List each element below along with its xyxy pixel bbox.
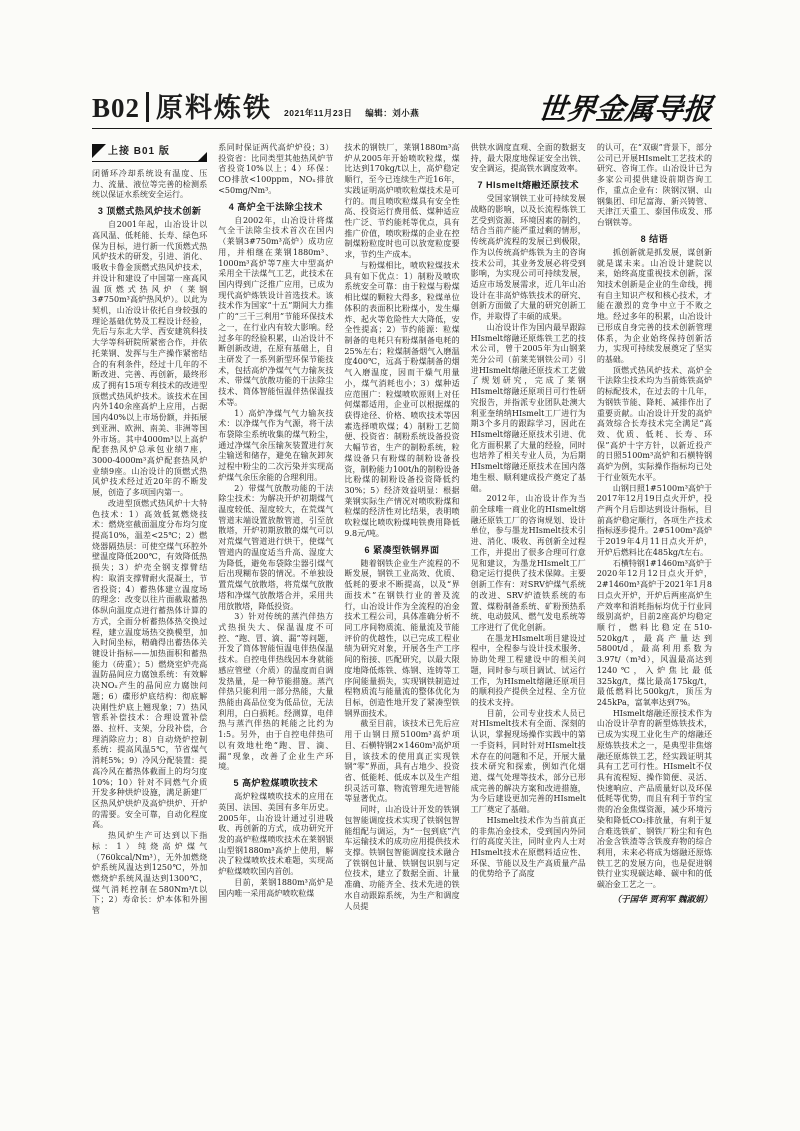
paragraph: 在墨龙HIsmelt项目建设过程中，全程参与设计技术服务、协助处理工程建设中的相关问题，同时参与项目调试、试运行工作，为HIsmelt熔融还原项目的顺利投产提供全过程、全方位的技术支持。: [470, 633, 586, 707]
paragraph: 顶燃式热风炉技术、高炉全干法除尘技术均为当前炼铁高炉的标配技术，在过去的十几年，为钢铁节能、降耗、减排作出了重要贡献。山冶设计开发的高炉高效综合长寿技术完全满足“高效、优质、低耗、长寿、环保”高炉十字方针，以新近投产的日照5100m³高炉和石横特钢高炉为例，实际操作指标均已处于行业领先水平。: [596, 365, 712, 482]
newspaper-page: [92, 0, 712, 1131]
masthead-logo: 世界金属导报: [536, 92, 714, 126]
paragraph: 1）高炉净煤气气力输灰技术：以净煤气作为气源，将干法布袋除尘系统收集的煤气粉尘，通过净煤气余压输灰装置进行灰尘输送和储存，避免在输灰卸灰过程中粉尘的二次污染并实现高炉煤气余压余能的合理利用。: [218, 408, 334, 482]
continued-paragraph: 系同时保证两代高炉炉役；3）投资省：比同类型其他热风炉节省投资10%以上；4）环保：CO排放<100ppm，NOₓ排放<50mg/Nm³。: [218, 143, 334, 195]
section-heading: 7 HIsmelt熔融还原技术: [477, 180, 579, 191]
section-title: 原料炼铁: [156, 93, 273, 123]
editor-label: 编辑：刘小燕: [365, 108, 420, 118]
paragraph: 与粉煤相比，喷吹粒煤技术具有如下优点：1）制粉及喷吹系统安全可靠：由于粒煤与粉煤相比煤的颗粒大得多，粒煤单位体积的表面积比粉煤小，发生爆炸、起火等危险性大大降低，安全性提高；2）节约能源：粒煤制备的电耗只有粉煤制备电耗的25%左右；粒煤制备烟气入磨温度400℃，远高于粉煤制备的烟气入磨温度，因而干燥气用量小，煤气消耗也小；3）煤种适应范围广：粒煤喷吹原则上对任何煤都适用，企业可以根据煤的获得途径、价格、喷吹技术等因素选择喷吹煤；4）制粉工艺简便、投资省：制粉系统设备投资大幅节省，生产的制粉系统，粒煤设备只有粉煤的制粉设备投资，制粉能力100t/h的制粉设备比粉煤的制粉设备投资降低约30%；5）经济效益明显：根据莱钢实际生产情况对喷吹粉煤和粒煤的经济性对比结果，表明喷吹粒煤比喷吹粉煤吨铁费用降低9.8元/吨。: [344, 260, 460, 538]
section-heading: 5 高炉粒煤喷吹技术: [233, 778, 319, 789]
paragraph: 截至目前，该技术已先后应用于山钢日照5100m³高炉项目、石横特钢2×1460m³高炉项目，该技术的使用真正实现铁钢“零”界面，具有占地少、投资省、低能耗、低成本以及生产组织灵活可靠、物流管理先进智能等显著优点。: [344, 719, 460, 804]
paragraph: 热风炉生产可达到以下指标：1）纯烧高炉煤气（760kcal/Nm³），无外加燃烧炉系统风温达到1250℃，外加燃烧炉系统风温达到1300℃，煤气消耗控制在580Nm³/t以下；2）寿命长：炉本体和外围管: [92, 831, 208, 916]
article-columns: [92, 143, 712, 1088]
paragraph: 高炉粒煤喷吹技术的应用在英国、法国、美国有多年历史。2005年，山冶设计通过引进吸收、再创新的方式，成功研究开发的高炉粒煤喷吹技术在莱钢银山型钢1880m³高炉上使用，解决了粒煤喷吹技术难题，实现高炉粒煤喷吹国内首创。: [218, 792, 334, 877]
paragraph: 石横特钢1#1460m³高炉于2020年12月12日点火开炉，2#1460m³高炉于2021年1月8日点火开炉，开炉后两座高炉生产效率和消耗指标均优于行业同级别高炉，目前2座高炉均稳定顺行，燃料比稳定在510-520kg/t，最高产量达到5800t/d，最高利用系数为3.97t/（m³d），风温最高达到1240℃，入炉焦比最低325kg/t，煤比最高175kg/t，最低燃料比500kg/t，顶压为245kPa，富氧率达到7%。: [596, 558, 712, 707]
paragraph: 山冶设计作为国内最早跟踪HIsmelt熔融还原炼铁工艺的技术公司，曾于2005年为山钢莱芜分公司（前莱芜钢铁公司）引进HIsmelt熔融还原技术工艺做了规划研究，完成了莱钢HIsmelt熔融还原项目可行性研究报告，并指派专业团队赴澳大利亚奎纳纳HIsmelt工厂进行为期3个多月的跟踪学习，因此在HIsmelt熔融还原技术引进、优化方面积累了大量的经验，同时也培养了相关专业人员，为后期HIsmelt熔融还原技术在国内落地生根、顺利建成投产奠定了基础。: [470, 322, 586, 493]
article-column-5: [597, 143, 712, 1088]
continued-paragraph: 闭循环冷却系统设有温度、压力、流量、液位等完善的检测系统以保证水系统安全运行。: [92, 169, 208, 200]
banner-corner-right-icon: [198, 152, 207, 161]
continued-from-banner: [92, 144, 207, 162]
paragraph: 受国家钢铁工业可持续发展战略的影响，以及长流程炼铁工艺受到资源、环境因素的制约，结合当前产能严重过剩的情形，传统高炉流程的发展已到极限，作为以传统高炉炼铁为主的咨询技术公司，其业务发展必将受到影响，为实现公司可持续发展，适应市场发展需求，近几年山冶设计在非高炉炼铁技术的研究、创新方面做了大量的研究创新工作，并取得了丰硕的成果。: [470, 194, 586, 322]
paragraph: 目前，莱钢1880m³高炉是国内唯一采用高炉喷吹粒煤: [218, 877, 334, 898]
paragraph: 同时，山冶设计开发的铁钢包智能调度技术实现了铁钢包智能组配与调运，为“一包到底”汽车运输技术的成功应用提供技术支撑。铁钢包智能调度技术融合了铁钢包计量、铁钢包识别与定位技术，建立了数据全面、计量准确、功能齐全、技术先进的铁水自动跟踪系统，为生产和调度人员提: [344, 805, 460, 911]
section-heading: 3 顶燃式热风炉技术创新: [97, 206, 202, 217]
header-meta: [284, 107, 429, 119]
article-column-3: [344, 143, 459, 1088]
paragraph: 2012年，山冶设计作为当前全球唯一商业化的HIsmelt熔融还原铁工厂的咨询规划、设计单位，参与墨龙HIsmelt技术引进、消化、吸收、再创新全过程工作，并提出了很多合理可行意见和建议，为墨龙HIsmelt工厂稳定运行提供了技术保障。主要创新工作有：对SRV炉煤气系统的改进、SRV炉渣铁系统的布置、煤粉制备系统、矿粉预热系统、电动鼓风、燃气发电系统等工序进行了优化创新。: [470, 494, 586, 632]
continued-from-label: 上接 B01 版: [108, 146, 170, 157]
section-heading: 8 结语: [640, 233, 669, 244]
paragraph: 抓创新就是抓发展，谋创新就是谋未来。山冶设计建院以来，始终高度重视技术创新，深知技术创新是企业的生命线，拥有自主知识产权和核心技术，才能在激烈的竞争中立于不败之地。经过多年的积累，山冶设计已形成自身完善的技术创新管理体系，为企业始终保持创新活力，实现可持续发展奠定了坚实的基础。: [596, 247, 712, 364]
paragraph: 自2001年起，山冶设计以高风温、低耗能、长寿、绿色环保为目标，进行新一代顶燃式热风炉技术的研发，引进、消化、吸收卡鲁金顶燃式热风炉技术，并设计和建设了中国第一座高风温顶燃式热风炉（莱钢3#750m³高炉热风炉）。以此为契机，山冶设计依托自身较强的理论基础优势及工程设计经验，先后与东北大学、西安建筑科技大学等科研院所紧密合作，并依托莱钢、发挥与生产操作紧密结合的有利条件，经过十几年的不断改进、完善、再创新，最终形成了拥有15项专利技术的改进型顶燃式热风炉技术。该技术在国内外140余座高炉上应用，占据国内40%以上市场份额，并拓展到亚洲、欧洲、南美、非洲等国外市场。其中4000m³以上高炉配套热风炉总承包业绩7座，3000-4000m³高炉配套热风炉业绩9座。山冶设计的顶燃式热风炉技术经过近20年的不断发展，创造了多项国内第一。: [92, 220, 208, 498]
byline: （于国华 贾利军 魏淑娟）: [612, 894, 712, 905]
article-column-1: [92, 143, 207, 1088]
continued-paragraph: 供铁水调度直观、全面的数据支持，最大限度地保证安全出铁、安全调运，提高铁水调度效率。: [470, 143, 586, 174]
article-column-4: [471, 143, 586, 1088]
paragraph: 改进型顶燃式热风炉十大特色技术：1）高效低氮燃烧技术：燃烧室截面温度分布均匀度提高10%，温差<25℃；2）燃烧器隔热层：可使空煤气环腔外壁温度降低200℃，有效降低热损失；3）炉壳全钢支撑臂结构：取消支撑臂耐火混凝土，节省投资；4）蓄热体建立温度场的理念：改变以往片面截取蓄热体纵向温度点进行蓄热体计算的方式，全面分析蓄热体热交换过程，建立温度场热交换模型，加入时间坐标，精确得出蓄热体关键设计指标——加热面积和蓄热能力（砖重）；5）燃烧室炉壳高温防晶间应力腐蚀系统：有效解决NOₓ产生的晶间应力腐蚀问题；6）碟形炉底结构：彻底解决刚性炉底上翘现象；7）热风管系补偿技术：合理设置补偿器、拉杆、支架，分段补偿，合理消除应力；8）自动烧炉控制系统：提高风温5℃，节省煤气消耗5%；9）冷风分配装置：提高冷风在蓄热体截面上的均匀度10%；10）针对不同燃气介质开发多种烘炉设施，满足新建厂区热风炉烘炉及高炉烘炉、开炉的需要。安全可靠，自动化程度高。: [92, 498, 208, 830]
paragraph: HIsmelt熔融还原技术作为山冶设计孕育的新型炼铁技术，已成为实现工业化生产的熔融还原炼铁技术之一，是典型非焦熔融还原炼铁工艺，经实践证明其具有工艺可行性。HIsmelt不仅具有流程短、操作简便、灵活、快速响应、产品质量好以及环保低耗等优势，而且有利于节约宝贵的冶金焦煤资源，减少环境污染和降低CO₂排放量，有利于复合难选铁矿、钢铁厂粉尘和有色冶金含铁渣等含铁废弃物的综合利用，未来必将成为熔融还原炼铁工艺的发展方向，也是促进钢铁行业实现碳达峰、碳中和的低碳冶金工艺之一。: [596, 708, 712, 890]
paragraph: 目前，公司专业技术人员已对HIsmelt技术有全面、深刻的认识，掌握现场操作实践中的第一手资料，同时针对HIsmelt技术存在的问题和不足，开展大量技术研究和探索，例如汽化烟道、煤气处理等技术，部分已形成完善的解决方案和改进措施，为今后建设更加完善的HIsmelt工厂奠定了基础。: [470, 708, 586, 815]
continued-paragraph: 的认可，在“双碳”背景下，部分公司已开展HIsmelt工艺技术的研究、咨询工作。山冶设计已为多家公司提供建设前期咨询工作，重点企业有：陕钢汉钢、山钢集团、印尼富海、新兴铸管、天津江天重工、泰国伟成发、邢台钢铁等。: [596, 143, 712, 228]
paragraph: 随着钢铁企业生产流程的不断发展，钢铁工业高效、优质、低耗的要求不断提高，以及“界面技术”在钢铁行业的普及流行，山冶设计作为全流程的冶金技术工程公司，具体准确分析不同工序间物质流、能量流及节能评价的优越性，以已完成工程业绩为研究对象，开展各生产工序间的衔接、匹配研究，以最大限度地降低炼铁、炼钢、连铸等工序间能量损失，实现钢铁制造过程物质流与能量流的整体优化为目标，创造性地开发了紧凑型铁钢界面技术。: [344, 558, 460, 718]
section-heading: 6 紧凑型铁钢界面: [364, 544, 440, 555]
paragraph: 3）针对传统的蒸汽伴热方式热损失大、保温温度不可控、“跑、冒、滴、漏”等问题，开发了筒体智能恒温电伴热保温技术。自控电伴热线因本身就能感应管壁（介质）的温度而自调发热量，是一种节能措施。蒸汽伴热只能利用一部分热能，大量热能由高品位变为低品位，无法利用，白白损耗。经测算，电伴热与蒸汽伴热的耗能之比约为1:5。另外，由于自控电伴热可以有效地杜绝“跑、冒、滴、漏”现象，改善了企业生产环境。: [218, 612, 334, 772]
paragraph: 山钢日照1#5100m³高炉于2017年12月19日点火开炉，投产两个月后即达到设计指标，目前高炉稳定顺行，各项生产技术指标逐步提升。2#5100m³高炉于2019年4月11日点火开炉，开炉后燃料比在485kg/t左右。: [596, 483, 712, 557]
paragraph: HIsmelt技术作为当前真正的非焦冶金技术，受到国内外同行的高度关注，同时业内人士对HIsmelt技术在原燃料适应性、环保、节能以及生产高质量产品的优势给予了高度: [470, 815, 586, 879]
page-header: [92, 88, 712, 129]
paragraph: 自2002年，山冶设计将煤气全干法除尘技术首次在国内（莱钢3#750m³高炉）成功应用，并相继在莱钢1880m³、1000m³高炉等7座大中型高炉采用全干法煤气工艺，此技术在国内得到广泛推广应用，已成为现代高炉炼铁设计首选技术。该技术作为国家“十五”期间大力推广的“三干三利用”节能环保技术之一，在行业内有较大影响。经过多年的经验积累，山冶设计不断创新改进，在原有基础上，自主研发了一系列新型环保节能技术，包括高炉净煤气气力输灰技术、带煤气放散功能的干法除尘技术、筒体智能恒温伴热保温技术等。: [218, 215, 334, 407]
article-column-2: [218, 143, 333, 1088]
banner-corner-left-icon: [92, 144, 106, 158]
continued-paragraph: 技术的钢铁厂，莱钢1880m³高炉从2005年开始喷吹粒煤，煤比达到170kg/t以上，高炉稳定顺行，至今已连续生产近16年，实践证明高炉喷吹粒煤技术是可行的。而且喷吹粒煤具有安全性高、投资运行费用低、煤种适应性广泛、节约能耗等优点，具有推广价值，喷吹粉煤的企业在控制煤粉粒度时也可以放宽粒度要求，节约生产成本。: [344, 143, 460, 260]
page-number: B02: [92, 93, 141, 123]
page-date: 2021年11月23日: [284, 108, 353, 118]
section-heading: 4 高炉全干法除尘技术: [228, 201, 323, 212]
header-divider: [146, 92, 149, 122]
section-header: [92, 92, 429, 122]
paragraph: 2）带煤气放散功能的干法除尘技术：为解决开炉初期煤气温度较低、湿度较大，在荒煤气管道末端设置放散管道，引至放散塔，开炉初期放散的煤气可以对荒煤气管道进行烘干，使煤气管道内的温度适当升高、湿度大为降低，避免布袋除尘器引煤气后出现糊布袋的情况。不单独设置荒煤气放散塔，将荒煤气放散塔和净煤气放散塔合并，采用共用放散塔，降低投资。: [218, 483, 334, 611]
